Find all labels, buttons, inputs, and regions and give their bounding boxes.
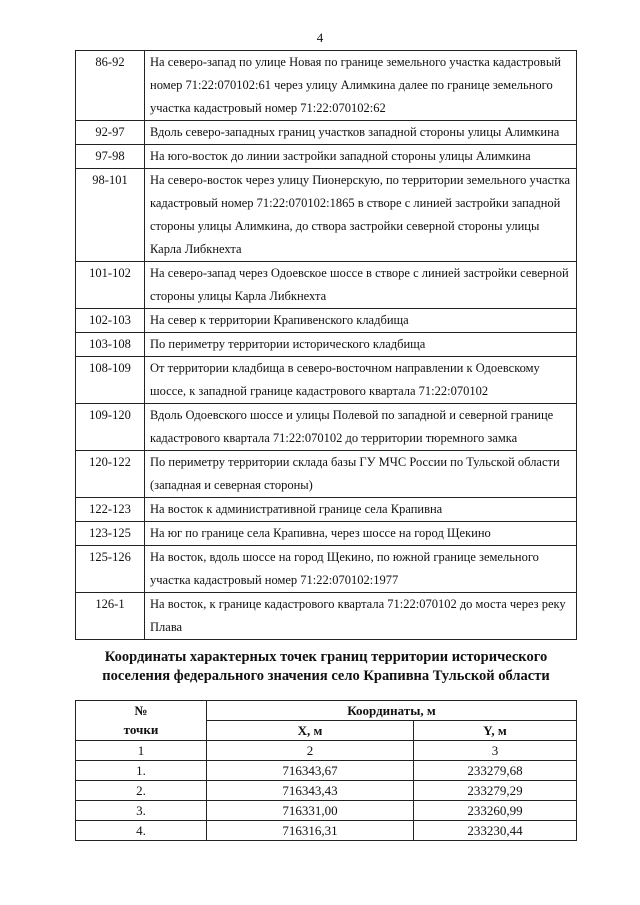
coord-y: 233279,29 xyxy=(414,781,577,801)
route-row xyxy=(76,262,577,309)
route-segment: 109-120 xyxy=(76,404,145,451)
coord-x: 716316,31 xyxy=(207,821,414,841)
header-x: X, м xyxy=(207,721,414,741)
route-segment: 86-92 xyxy=(76,51,145,121)
header-coordinates: Координаты, м xyxy=(207,701,577,721)
index-row xyxy=(76,741,577,761)
header-point-number: № точки xyxy=(76,701,207,741)
coord-y: 233279,68 xyxy=(414,761,577,781)
route-segment: 125-126 xyxy=(76,546,145,593)
route-row xyxy=(76,546,577,593)
route-row xyxy=(76,404,577,451)
route-description: На северо-запад через Одоевское шоссе в створе с линией застройки северной стороны улицы Карла Либкнехта xyxy=(145,262,577,309)
route-description: На восток, вдоль шоссе на город Щекино, по южной границе земельного участка кадастровый номер 71:22:070102:1977 xyxy=(145,546,577,593)
coordinate-row xyxy=(76,801,577,821)
route-segment: 120-122 xyxy=(76,451,145,498)
route-description: На юго-восток до линии застройки западной стороны улицы Алимкина xyxy=(145,145,577,169)
route-description: От территории кладбища в северо-восточном направлении к Одоевскому шоссе, к западной границе кадастрового квартала 71:22:070102 xyxy=(145,357,577,404)
route-description: Вдоль северо-западных границ участков западной стороны улицы Алимкина xyxy=(145,121,577,145)
coordinate-row xyxy=(76,821,577,841)
coord-x: 716343,67 xyxy=(207,761,414,781)
route-description: Вдоль Одоевского шоссе и улицы Полевой по западной и северной границе кадастрового квартала 71:22:070102 до территории тюремного замка xyxy=(145,404,577,451)
route-description: На северо-запад по улице Новая по границе земельного участка кадастровый номер 71:22:070102:61 через улицу Алимкина далее по границе земельного участка кадастровый номер 71:22:070102:62 xyxy=(145,51,577,121)
route-description: На юг по границе села Крапивна, через шоссе на город Щекино xyxy=(145,522,577,546)
route-description: На северо-восток через улицу Пионерскую, по территории земельного участка кадастровый номер 71:22:070102:1865 в створе с линией застройки западной стороны улицы Алимкина, до створа застройки северной стороны улицы Карла Либкнехта xyxy=(145,169,577,262)
route-row xyxy=(76,357,577,404)
route-description-table xyxy=(75,50,577,640)
route-row xyxy=(76,498,577,522)
index-cell: 1 xyxy=(76,741,207,761)
route-row xyxy=(76,121,577,145)
coordinates-table xyxy=(75,700,577,841)
route-row xyxy=(76,309,577,333)
route-row xyxy=(76,169,577,262)
index-cell: 3 xyxy=(414,741,577,761)
point-number: 1. xyxy=(76,761,207,781)
route-segment: 98-101 xyxy=(76,169,145,262)
route-description: По периметру территории склада базы ГУ МЧС России по Тульской области (западная и северная стороны) xyxy=(145,451,577,498)
route-row xyxy=(76,593,577,640)
header-y: Y, м xyxy=(414,721,577,741)
coord-x: 716343,43 xyxy=(207,781,414,801)
route-row xyxy=(76,51,577,121)
route-row xyxy=(76,451,577,498)
route-description: На восток к административной границе села Крапивна xyxy=(145,498,577,522)
route-row xyxy=(76,145,577,169)
point-number: 3. xyxy=(76,801,207,821)
route-segment: 102-103 xyxy=(76,309,145,333)
coordinates-title: Координаты характерных точек границ территории исторического поселения федерального значения село Крапивна Тульской области xyxy=(102,649,550,684)
route-row xyxy=(76,333,577,357)
coordinate-row xyxy=(76,761,577,781)
route-segment: 101-102 xyxy=(76,262,145,309)
point-number: 4. xyxy=(76,821,207,841)
coord-x: 716331,00 xyxy=(207,801,414,821)
route-row xyxy=(76,522,577,546)
point-number: 2. xyxy=(76,781,207,801)
route-segment: 108-109 xyxy=(76,357,145,404)
route-segment: 92-97 xyxy=(76,121,145,145)
route-segment: 122-123 xyxy=(76,498,145,522)
route-description: По периметру территории исторического кладбища xyxy=(145,333,577,357)
route-segment: 123-125 xyxy=(76,522,145,546)
route-segment: 103-108 xyxy=(76,333,145,357)
route-segment: 97-98 xyxy=(76,145,145,169)
route-description: На восток, к границе кадастрового квартала 71:22:070102 до моста через реку Плава xyxy=(145,593,577,640)
coordinate-row xyxy=(76,781,577,801)
route-description: На север к территории Крапивенского кладбища xyxy=(145,309,577,333)
index-cell: 2 xyxy=(207,741,414,761)
page-number: 4 xyxy=(316,30,324,45)
coord-y: 233260,99 xyxy=(414,801,577,821)
route-segment: 126-1 xyxy=(76,593,145,640)
coord-y: 233230,44 xyxy=(414,821,577,841)
